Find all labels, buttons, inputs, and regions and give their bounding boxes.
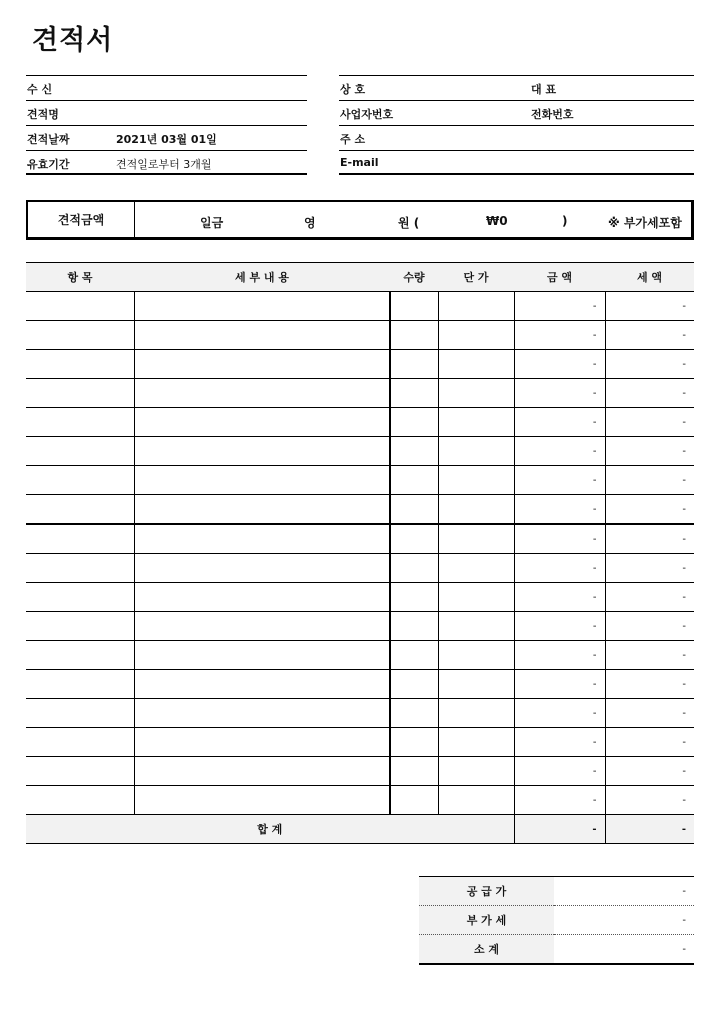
address-row — [339, 125, 694, 150]
tax-cell[interactable]: - — [605, 292, 694, 321]
quantity-cell[interactable] — [390, 612, 438, 641]
tax-cell[interactable]: - — [605, 379, 694, 408]
amount-cell[interactable]: - — [514, 408, 605, 437]
item-cell[interactable] — [26, 786, 134, 815]
total-amount: - — [514, 815, 605, 844]
tax-cell[interactable]: - — [605, 670, 694, 699]
unit-price-cell[interactable] — [438, 321, 514, 350]
item-cell[interactable] — [26, 554, 134, 583]
tax-cell[interactable]: - — [605, 437, 694, 466]
supply-price-row — [419, 877, 694, 906]
table-row — [26, 495, 694, 525]
detail-cell[interactable] — [134, 554, 390, 583]
amount-unit: 원 ( — [398, 216, 420, 230]
amount-cell[interactable]: - — [514, 466, 605, 495]
tax-cell[interactable]: - — [605, 350, 694, 379]
col-header-quantity: 수량 — [390, 263, 438, 292]
detail-cell[interactable] — [134, 321, 390, 350]
tax-cell[interactable]: - — [605, 583, 694, 612]
tax-cell[interactable]: - — [605, 641, 694, 670]
detail-cell[interactable] — [134, 641, 390, 670]
email-row — [339, 150, 694, 175]
validity-value: 견적일로부터 3개월 — [116, 158, 212, 171]
unit-price-cell[interactable] — [438, 583, 514, 612]
quote-amount-label: 견적금액 — [28, 202, 135, 237]
table-row — [26, 437, 694, 466]
table-row — [26, 466, 694, 495]
detail-cell[interactable] — [134, 757, 390, 786]
quote-amount-box — [26, 200, 694, 240]
table-row — [26, 641, 694, 670]
col-header-item: 항 목 — [26, 263, 134, 292]
quantity-cell[interactable] — [390, 554, 438, 583]
tax-cell[interactable]: - — [605, 554, 694, 583]
vat-value: - — [554, 906, 694, 935]
quantity-cell[interactable] — [390, 466, 438, 495]
amount-cell[interactable]: - — [514, 350, 605, 379]
unit-price-cell[interactable] — [438, 670, 514, 699]
table-header-row — [26, 263, 694, 292]
amount-cell[interactable]: - — [514, 583, 605, 612]
vat-included-note: ※ 부가세포함 — [608, 216, 682, 230]
unit-price-cell[interactable] — [438, 757, 514, 786]
representative-label: 대 표 — [531, 83, 557, 96]
detail-cell[interactable] — [134, 495, 390, 525]
quote-date-value: 2021년 03월 01일 — [116, 133, 217, 146]
subtotal-label: 소 계 — [419, 935, 554, 965]
vat-label: 부 가 세 — [419, 906, 554, 935]
col-header-tax: 세 액 — [605, 263, 694, 292]
table-row — [26, 583, 694, 612]
detail-cell[interactable] — [134, 699, 390, 728]
business-number-label: 사업자번호 — [340, 108, 394, 121]
unit-price-cell[interactable] — [438, 641, 514, 670]
table-row — [26, 612, 694, 641]
table-row — [26, 408, 694, 437]
tax-cell[interactable]: - — [605, 728, 694, 757]
unit-price-cell[interactable] — [438, 524, 514, 554]
item-cell[interactable] — [26, 292, 134, 321]
amount-cell[interactable]: - — [514, 641, 605, 670]
amount-cell[interactable]: - — [514, 524, 605, 554]
table-row — [26, 524, 694, 554]
table-row — [26, 728, 694, 757]
quantity-cell[interactable] — [390, 350, 438, 379]
item-cell[interactable] — [26, 699, 134, 728]
tax-cell[interactable]: - — [605, 786, 694, 815]
detail-cell[interactable] — [134, 437, 390, 466]
tax-cell[interactable]: - — [605, 466, 694, 495]
amount-cell[interactable]: - — [514, 699, 605, 728]
table-row — [26, 757, 694, 786]
tax-cell[interactable]: - — [605, 321, 694, 350]
detail-cell[interactable] — [134, 612, 390, 641]
quantity-cell[interactable] — [390, 699, 438, 728]
table-row — [26, 786, 694, 815]
quantity-cell[interactable] — [390, 524, 438, 554]
company-name-label: 상 호 — [340, 83, 366, 96]
total-label: 합 계 — [26, 815, 514, 844]
quantity-cell[interactable] — [390, 670, 438, 699]
item-cell[interactable] — [26, 350, 134, 379]
amount-cell[interactable]: - — [514, 437, 605, 466]
quote-date-label: 견적날짜 — [27, 133, 70, 146]
quantity-cell[interactable] — [390, 641, 438, 670]
company-row — [339, 75, 694, 100]
detail-cell[interactable] — [134, 728, 390, 757]
total-row — [26, 815, 694, 844]
email-label: E-mail — [340, 156, 379, 169]
table-row — [26, 699, 694, 728]
quantity-cell[interactable] — [390, 321, 438, 350]
tax-cell[interactable]: - — [605, 757, 694, 786]
table-row — [26, 292, 694, 321]
detail-cell[interactable] — [134, 466, 390, 495]
supplier-info — [339, 75, 694, 175]
detail-cell[interactable] — [134, 379, 390, 408]
quantity-cell[interactable] — [390, 495, 438, 525]
tax-cell[interactable]: - — [605, 495, 694, 525]
item-cell[interactable] — [26, 612, 134, 641]
quantity-cell[interactable] — [390, 437, 438, 466]
detail-cell[interactable] — [134, 670, 390, 699]
recipient-label: 수 신 — [27, 83, 53, 96]
item-cell[interactable] — [26, 641, 134, 670]
item-cell[interactable] — [26, 466, 134, 495]
amount-cell[interactable]: - — [514, 728, 605, 757]
detail-cell[interactable] — [134, 583, 390, 612]
amount-numeric: ₩0 — [486, 214, 508, 228]
unit-price-cell[interactable] — [438, 437, 514, 466]
unit-price-cell[interactable] — [438, 612, 514, 641]
item-cell[interactable] — [26, 437, 134, 466]
unit-price-cell[interactable] — [438, 699, 514, 728]
col-header-unit-price: 단 가 — [438, 263, 514, 292]
subtotal-value: - — [554, 935, 694, 965]
detail-cell[interactable] — [134, 292, 390, 321]
unit-price-cell[interactable] — [438, 728, 514, 757]
validity-label: 유효기간 — [27, 158, 70, 171]
quantity-cell[interactable] — [390, 786, 438, 815]
tax-cell[interactable]: - — [605, 524, 694, 554]
amount-korean: 영 — [304, 216, 316, 230]
tax-cell[interactable]: - — [605, 408, 694, 437]
col-header-amount: 금 액 — [514, 263, 605, 292]
item-cell[interactable] — [26, 524, 134, 554]
address-label: 주 소 — [340, 133, 366, 146]
recipient-row — [26, 75, 307, 100]
quote-name-row — [26, 100, 307, 125]
business-row — [339, 100, 694, 125]
quantity-cell[interactable] — [390, 379, 438, 408]
amount-cell[interactable]: - — [514, 379, 605, 408]
unit-price-cell[interactable] — [438, 292, 514, 321]
item-cell[interactable] — [26, 408, 134, 437]
table-row — [26, 379, 694, 408]
item-cell[interactable] — [26, 495, 134, 525]
item-cell[interactable] — [26, 757, 134, 786]
detail-cell[interactable] — [134, 350, 390, 379]
amount-close: ) — [562, 214, 568, 228]
unit-price-cell[interactable] — [438, 495, 514, 525]
subtotal-row — [419, 935, 694, 965]
table-row — [26, 321, 694, 350]
quantity-cell[interactable] — [390, 408, 438, 437]
amount-cell[interactable]: - — [514, 786, 605, 815]
unit-price-cell[interactable] — [438, 379, 514, 408]
recipient-info — [26, 75, 307, 175]
detail-cell[interactable] — [134, 408, 390, 437]
quote-date-row — [26, 125, 307, 150]
unit-price-cell[interactable] — [438, 466, 514, 495]
amount-cell[interactable]: - — [514, 554, 605, 583]
quantity-cell[interactable] — [390, 292, 438, 321]
table-row — [26, 554, 694, 583]
item-cell[interactable] — [26, 583, 134, 612]
unit-price-cell[interactable] — [438, 786, 514, 815]
supply-price-value: - — [554, 877, 694, 906]
item-cell[interactable] — [26, 321, 134, 350]
line-items-body — [26, 292, 694, 815]
quote-name-label: 견적명 — [27, 108, 59, 121]
line-items-table — [26, 262, 694, 844]
detail-cell[interactable] — [134, 524, 390, 554]
amount-cell[interactable]: - — [514, 757, 605, 786]
item-cell[interactable] — [26, 379, 134, 408]
tax-cell[interactable]: - — [605, 612, 694, 641]
amount-cell[interactable]: - — [514, 612, 605, 641]
quantity-cell[interactable] — [390, 728, 438, 757]
phone-label: 전화번호 — [531, 108, 574, 121]
item-cell[interactable] — [26, 728, 134, 757]
col-header-detail: 세 부 내 용 — [134, 263, 390, 292]
quantity-cell[interactable] — [390, 583, 438, 612]
total-tax: - — [605, 815, 694, 844]
tax-cell[interactable]: - — [605, 699, 694, 728]
amount-cell[interactable]: - — [514, 495, 605, 525]
amount-cell[interactable]: - — [514, 321, 605, 350]
amount-prefix: 일금 — [200, 216, 224, 230]
item-cell[interactable] — [26, 670, 134, 699]
unit-price-cell[interactable] — [438, 554, 514, 583]
unit-price-cell[interactable] — [438, 350, 514, 379]
supply-price-label: 공 급 가 — [419, 877, 554, 906]
validity-row — [26, 150, 307, 175]
document-title: 견적서 — [32, 25, 114, 56]
quantity-cell[interactable] — [390, 757, 438, 786]
table-row — [26, 350, 694, 379]
vat-row — [419, 906, 694, 935]
summary-table — [419, 876, 694, 965]
unit-price-cell[interactable] — [438, 408, 514, 437]
table-row — [26, 670, 694, 699]
detail-cell[interactable] — [134, 786, 390, 815]
amount-cell[interactable]: - — [514, 670, 605, 699]
amount-cell[interactable]: - — [514, 292, 605, 321]
